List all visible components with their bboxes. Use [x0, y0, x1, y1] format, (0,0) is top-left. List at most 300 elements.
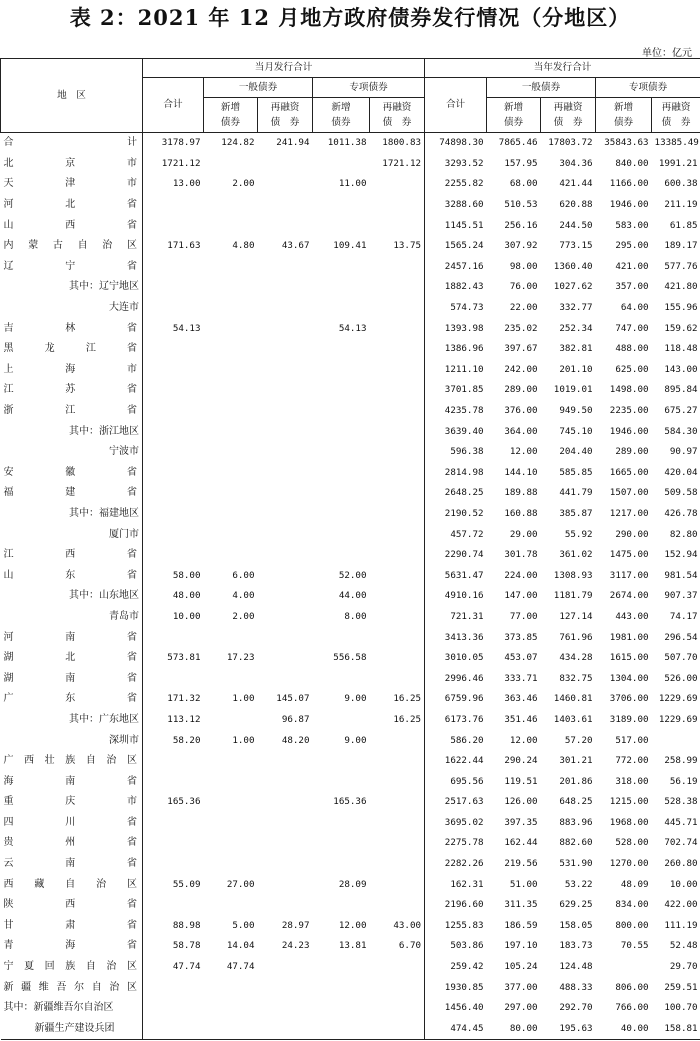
table-cell: 1930.85: [444, 981, 484, 993]
table-cell: [313, 154, 370, 175]
table-cell: 1.00: [232, 734, 255, 746]
table-cell: 1991.21: [658, 157, 698, 169]
table-row: [1, 401, 700, 422]
table-cell: 556.58: [333, 652, 367, 664]
table-cell: [313, 813, 370, 834]
table-cell: 1946.00: [609, 425, 649, 437]
table-row: [1, 195, 700, 216]
region-name: 河 南 省: [1, 627, 143, 648]
table-cell: [370, 298, 425, 319]
table-cell: 1270.00: [609, 858, 649, 870]
table-cell: 2996.46: [444, 672, 484, 684]
table-cell: [204, 339, 258, 360]
table-cell: 3010.05: [444, 652, 484, 664]
table-cell: 145.07: [276, 693, 310, 705]
table-cell: [143, 257, 204, 278]
table-row: [1, 607, 700, 628]
table-cell: 55.92: [564, 528, 593, 540]
table-cell: 183.73: [559, 940, 593, 952]
table-cell: 806.00: [615, 981, 649, 993]
table-cell: 620.88: [559, 199, 593, 211]
table-row: [1, 854, 700, 875]
table-cell: [370, 195, 425, 216]
table-cell: [204, 771, 258, 792]
table-cell: 189.88: [504, 487, 538, 499]
table-cell: [204, 524, 258, 545]
table-cell: [370, 751, 425, 772]
table-cell: [370, 813, 425, 834]
table-cell: 235.02: [504, 322, 538, 334]
table-cell: 443.00: [615, 610, 649, 622]
table-cell: [143, 998, 204, 1019]
table-cell: 747.00: [615, 322, 649, 334]
region-name: 吉 林 省: [1, 318, 143, 339]
region-name: 新 疆 维 吾 尔 自 治 区: [1, 977, 143, 998]
table-cell: 382.81: [559, 343, 593, 355]
table-cell: 2235.00: [609, 405, 649, 417]
table-cell: [143, 463, 204, 484]
table-cell: [204, 545, 258, 566]
table-cell: 357.00: [615, 281, 649, 293]
table-cell: 259.42: [450, 961, 484, 973]
table-cell: 147.00: [504, 590, 538, 602]
table-cell: 5631.47: [444, 569, 484, 581]
table-cell: [258, 339, 313, 360]
table-cell: 118.48: [664, 343, 698, 355]
table-cell: 74898.30: [439, 137, 484, 149]
table-cell: [258, 360, 313, 381]
table-cell: [204, 442, 258, 463]
region-name: 深圳市: [1, 730, 143, 751]
table-row: [1, 792, 700, 813]
table-cell: [143, 421, 204, 442]
table-cell: [370, 895, 425, 916]
table-cell: 1393.98: [444, 322, 484, 334]
table-cell: [143, 854, 204, 875]
table-cell: 48.20: [281, 734, 310, 746]
table-cell: [313, 298, 370, 319]
table-cell: [204, 792, 258, 813]
table-cell: [143, 771, 204, 792]
table-cell: [204, 257, 258, 278]
table-cell: 488.33: [559, 981, 593, 993]
table-cell: [370, 442, 425, 463]
year-special-header: 专项债券: [596, 78, 700, 98]
table-cell: 244.50: [559, 219, 593, 231]
table-cell: [143, 627, 204, 648]
table-row: [1, 565, 700, 586]
table-cell: 648.25: [559, 796, 593, 808]
refi-bond-header: 再融资 债 券: [541, 98, 596, 133]
table-cell: 152.94: [664, 549, 698, 561]
table-cell: 56.19: [669, 775, 698, 787]
table-cell: 441.79: [559, 487, 593, 499]
table-cell: 840.00: [615, 157, 649, 169]
table-cell: [204, 154, 258, 175]
table-cell: 1027.62: [553, 281, 593, 293]
table-cell: [370, 730, 425, 751]
new-bond-header: 新增 债券: [487, 98, 541, 133]
table-cell: 189.17: [664, 240, 698, 252]
table-cell: 296.54: [664, 631, 698, 643]
table-cell: 2648.25: [444, 487, 484, 499]
table-cell: 9.00: [344, 734, 367, 746]
table-cell: 1360.40: [553, 260, 593, 272]
table-cell: [258, 421, 313, 442]
table-cell: 4910.16: [444, 590, 484, 602]
table-cell: 1456.40: [444, 1002, 484, 1014]
table-cell: 422.00: [664, 899, 698, 911]
table-cell: [370, 545, 425, 566]
table-cell: [313, 627, 370, 648]
table-cell: 3639.40: [444, 425, 484, 437]
table-cell: 1721.12: [161, 157, 201, 169]
table-cell: 155.96: [664, 302, 698, 314]
table-cell: 29.00: [509, 528, 538, 540]
table-cell: 10.00: [669, 878, 698, 890]
table-cell: [258, 401, 313, 422]
region-name: 福 建 省: [1, 483, 143, 504]
month-general-header: 一般债券: [204, 78, 313, 98]
table-cell: 16.25: [370, 710, 425, 731]
table-cell: 6.00: [232, 569, 255, 581]
table-cell: 259.51: [664, 981, 698, 993]
region-name: 山 西 省: [1, 215, 143, 236]
table-cell: 1460.81: [553, 693, 593, 705]
table-cell: 171.32: [167, 693, 201, 705]
table-cell: 40.00: [596, 1019, 652, 1040]
region-name: 海 南 省: [1, 771, 143, 792]
table-cell: 457.72: [450, 528, 484, 540]
table-cell: 13.75: [370, 236, 425, 257]
table-cell: 304.36: [559, 157, 593, 169]
table-cell: 2190.52: [444, 507, 484, 519]
table-cell: 318.00: [615, 775, 649, 787]
table-row: [1, 648, 700, 669]
table-cell: 2457.16: [444, 260, 484, 272]
region-name: 重 庆 市: [1, 792, 143, 813]
table-row: [1, 813, 700, 834]
table-cell: [313, 360, 370, 381]
table-cell: 290.24: [504, 755, 538, 767]
table-cell: 96.87: [281, 713, 310, 725]
table-cell: 907.37: [664, 590, 698, 602]
table-row: [1, 318, 700, 339]
table-row: [1, 689, 700, 710]
region-name: 黑 龙 江 省: [1, 339, 143, 360]
table-cell: 1475.00: [609, 549, 649, 561]
table-cell: 364.00: [504, 425, 538, 437]
table-cell: 509.58: [664, 487, 698, 499]
table-row: [1, 545, 700, 566]
table-cell: 160.88: [504, 507, 538, 519]
new-bond-header: 新增 债券: [313, 98, 370, 133]
table-cell: 159.62: [664, 322, 698, 334]
table-row: [1, 874, 700, 895]
table-cell: 3189.00: [609, 713, 649, 725]
region-name: 安 徽 省: [1, 463, 143, 484]
region-name: 云 南 省: [1, 854, 143, 875]
table-cell: [370, 174, 425, 195]
region-name: 湖 南 省: [1, 668, 143, 689]
table-cell: 1308.93: [553, 569, 593, 581]
table-cell: 675.27: [664, 405, 698, 417]
table-cell: [258, 174, 313, 195]
table-cell: [258, 298, 313, 319]
table-cell: [370, 277, 425, 298]
table-cell: 162.44: [504, 837, 538, 849]
table-cell: 14.04: [226, 940, 255, 952]
table-cell: [313, 504, 370, 525]
table-cell: 127.14: [559, 610, 593, 622]
table-cell: 834.00: [615, 899, 649, 911]
table-cell: [370, 360, 425, 381]
table-cell: 12.00: [338, 919, 367, 931]
table-cell: [204, 277, 258, 298]
region-name: 山 东 省: [1, 565, 143, 586]
table-cell: 531.90: [559, 858, 593, 870]
table-cell: 5.00: [232, 919, 255, 931]
region-name: 大连市: [1, 298, 143, 319]
region-name: 宁波市: [1, 442, 143, 463]
table-cell: 8.00: [344, 610, 367, 622]
table-cell: 6.70: [370, 936, 425, 957]
region-name: 河 北 省: [1, 195, 143, 216]
table-cell: 58.00: [172, 569, 201, 581]
table-cell: [313, 483, 370, 504]
year-sum-header: 合计: [425, 78, 487, 133]
table-cell: [258, 483, 313, 504]
new-bond-header: 新增 债券: [596, 98, 652, 133]
table-cell: 219.56: [504, 858, 538, 870]
month-special-header: 专项债券: [313, 78, 425, 98]
table-cell: [204, 215, 258, 236]
table-cell: 583.00: [615, 219, 649, 231]
table-cell: 1386.96: [444, 343, 484, 355]
table-cell: [370, 627, 425, 648]
table-cell: [258, 545, 313, 566]
table-cell: 3706.00: [609, 693, 649, 705]
table-cell: 2517.63: [444, 796, 484, 808]
table-cell: 57.20: [564, 734, 593, 746]
table-cell: [370, 586, 425, 607]
table-cell: 474.45: [425, 1019, 487, 1040]
table-cell: [143, 442, 204, 463]
table-cell: [204, 751, 258, 772]
table-cell: 3701.85: [444, 384, 484, 396]
table-cell: 832.75: [559, 672, 593, 684]
table-row: [1, 524, 700, 545]
table-cell: 1217.00: [609, 507, 649, 519]
region-name: 宁 夏 回 族 自 治 区: [1, 957, 143, 978]
table-cell: 1403.61: [553, 713, 593, 725]
table-cell: 574.73: [450, 302, 484, 314]
table-cell: 289.00: [504, 384, 538, 396]
table-cell: [313, 215, 370, 236]
table-cell: [370, 318, 425, 339]
table-cell: [204, 195, 258, 216]
table-cell: 1215.00: [609, 796, 649, 808]
table-cell: 1145.51: [444, 219, 484, 231]
table-cell: 55.09: [172, 878, 201, 890]
table-cell: 1665.00: [609, 466, 649, 478]
table-cell: 292.70: [559, 1002, 593, 1014]
table-cell: 332.77: [559, 302, 593, 314]
table-cell: 721.31: [450, 610, 484, 622]
table-cell: [370, 483, 425, 504]
table-cell: [370, 463, 425, 484]
table-cell: 1565.24: [444, 240, 484, 252]
table-cell: 52.00: [338, 569, 367, 581]
table-cell: [370, 504, 425, 525]
table-cell: 256.16: [504, 219, 538, 231]
table-cell: [370, 977, 425, 998]
table-cell: [258, 442, 313, 463]
unit-label: 单位：亿元: [642, 48, 692, 59]
table-cell: 2196.60: [444, 899, 484, 911]
table-cell: 1882.43: [444, 281, 484, 293]
table-cell: [370, 833, 425, 854]
table-cell: [258, 874, 313, 895]
table-cell: [258, 607, 313, 628]
table-cell: 745.10: [559, 425, 593, 437]
table-cell: [313, 854, 370, 875]
table-cell: 52.48: [669, 940, 698, 952]
table-row: [1, 421, 700, 442]
table-cell: 162.31: [450, 878, 484, 890]
table-cell: 24.23: [281, 940, 310, 952]
region-name: 湖 北 省: [1, 648, 143, 669]
table-cell: 17803.72: [548, 137, 593, 149]
region-name: 合 计: [1, 133, 143, 154]
table-cell: 76.00: [509, 281, 538, 293]
table-cell: 1304.00: [609, 672, 649, 684]
table-cell: 1011.38: [327, 137, 367, 149]
table-row: [1, 133, 700, 154]
table-cell: 397.67: [504, 343, 538, 355]
table-cell: 43.00: [370, 916, 425, 937]
table-cell: 528.38: [664, 796, 698, 808]
table-cell: 3413.36: [444, 631, 484, 643]
table-cell: 1211.10: [444, 363, 484, 375]
table-cell: 171.63: [167, 240, 201, 252]
refi-bond-header: 再融资 债 券: [652, 98, 700, 133]
table-cell: [143, 668, 204, 689]
table-cell: 48.00: [172, 590, 201, 602]
table-row: [1, 174, 700, 195]
table-cell: 772.00: [615, 755, 649, 767]
table-cell: 144.10: [504, 466, 538, 478]
table-cell: [204, 298, 258, 319]
table-cell: [313, 668, 370, 689]
region-name: 上 海 市: [1, 360, 143, 381]
region-name: 广 西 壮 族 自 治 区: [1, 751, 143, 772]
table-cell: 1019.01: [553, 384, 593, 396]
table-cell: 1721.12: [370, 154, 425, 175]
table-cell: 1507.00: [609, 487, 649, 499]
table-cell: 311.35: [504, 899, 538, 911]
table-cell: [258, 813, 313, 834]
table-cell: [258, 380, 313, 401]
table-cell: 421.44: [559, 178, 593, 190]
table-row: [1, 586, 700, 607]
table-cell: 124.48: [559, 961, 593, 973]
table-cell: [204, 895, 258, 916]
table-cell: 10.00: [172, 610, 201, 622]
region-name: 青岛市: [1, 607, 143, 628]
table-cell: 421.00: [615, 260, 649, 272]
table-cell: 420.04: [664, 466, 698, 478]
table-cell: [204, 710, 258, 731]
table-cell: 241.94: [276, 137, 310, 149]
table-row: [1, 1019, 700, 1040]
region-name: 内 蒙 古 自 治 区: [1, 236, 143, 257]
table-cell: [258, 215, 313, 236]
table-cell: 577.76: [664, 260, 698, 272]
table-cell: 105.24: [504, 961, 538, 973]
region-name: 贵 州 省: [1, 833, 143, 854]
table-cell: 445.71: [664, 816, 698, 828]
table-cell: 376.00: [504, 405, 538, 417]
table-row: [1, 339, 700, 360]
table-cell: [204, 668, 258, 689]
table-cell: 2.00: [232, 178, 255, 190]
region-name: 西 藏 自 治 区: [1, 874, 143, 895]
table-cell: [370, 998, 425, 1019]
table-cell: 27.00: [226, 878, 255, 890]
table-cell: [204, 504, 258, 525]
table-cell: [258, 792, 313, 813]
table-cell: 584.30: [664, 425, 698, 437]
table-cell: [143, 524, 204, 545]
table-row: [1, 710, 700, 731]
table-cell: 98.00: [509, 260, 538, 272]
table-cell: 351.46: [504, 713, 538, 725]
table-cell: [313, 524, 370, 545]
table-cell: 51.00: [509, 878, 538, 890]
table-cell: 58.78: [172, 940, 201, 952]
table-cell: [204, 483, 258, 504]
table-cell: [370, 380, 425, 401]
table-cell: 3117.00: [609, 569, 649, 581]
table-cell: [370, 607, 425, 628]
table-cell: 68.00: [509, 178, 538, 190]
region-name: 辽 宁 省: [1, 257, 143, 278]
table-cell: 397.35: [504, 816, 538, 828]
table-cell: 766.00: [615, 1002, 649, 1014]
table-cell: [370, 421, 425, 442]
region-name: 甘 肃 省: [1, 916, 143, 937]
table-cell: 301.78: [504, 549, 538, 561]
year-total-header: 当年发行合计: [425, 59, 700, 78]
table-cell: 625.00: [615, 363, 649, 375]
table-cell: [258, 195, 313, 216]
table-cell: 385.87: [559, 507, 593, 519]
page-title: 表 2：2021 年 12 月地方政府债券发行情况（分地区）: [69, 5, 631, 30]
table-cell: 1229.69: [658, 713, 698, 725]
region-name: 浙 江 省: [1, 401, 143, 422]
table-cell: [370, 792, 425, 813]
table-cell: 11.00: [338, 178, 367, 190]
table-cell: 517.00: [615, 734, 649, 746]
table-row: [1, 215, 700, 236]
table-row: [1, 751, 700, 772]
table-cell: 43.67: [281, 240, 310, 252]
new-bond-header: 新增 债券: [204, 98, 258, 133]
table-cell: [143, 833, 204, 854]
table-cell: [258, 854, 313, 875]
table-cell: 629.25: [559, 899, 593, 911]
